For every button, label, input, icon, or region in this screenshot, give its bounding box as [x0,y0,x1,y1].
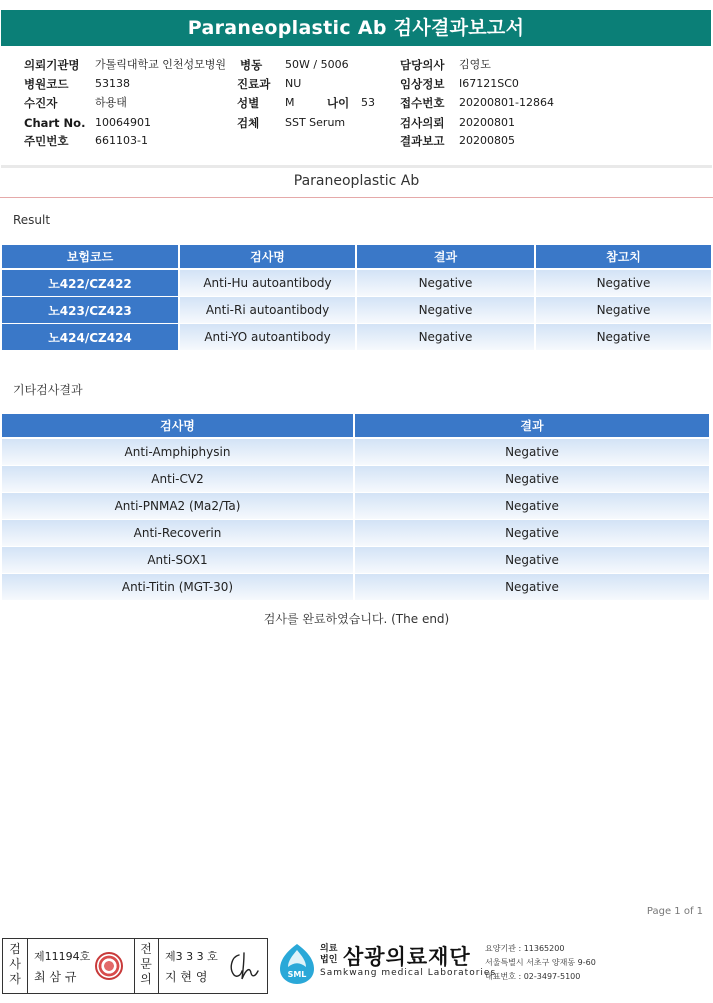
test-name-cell: Anti-YO autoantibody [180,324,357,351]
org-english-name: Samkwang medical Laboratories [320,968,497,978]
hospital-code-label: 병원코드 [24,77,69,91]
heading-underline [0,197,713,198]
age-label: 나이 [327,96,350,110]
report-title: Paraneoplastic Ab 검사결과보고서 [1,10,711,46]
doctor-value: 김영도 [459,58,491,71]
specialist-label: 전문의 [140,942,152,986]
test-name-cell: Anti-PNMA2 (Ma2/Ta) [2,493,355,520]
result-cell: Negative [355,466,711,493]
examiner-label-cell [3,939,28,993]
test-name-cell: Anti-Recoverin [2,520,355,547]
patient-label: 수진자 [24,96,58,110]
sex-value: M [285,96,295,109]
specimen-value: SST Serum [285,116,346,129]
table-row [2,324,713,351]
hospital-code-value: 53138 [95,77,130,90]
table-row [2,466,711,493]
table-row [2,270,713,297]
request-value: 20200801 [459,116,515,129]
test-name-cell: Anti-SOX1 [2,547,355,574]
clinical-value: I67121SC0 [459,77,519,90]
clinical-label: 임상정보 [400,77,445,91]
org-info [485,942,596,984]
report-date-value: 20200805 [459,134,515,147]
test-name-cell: Anti-Ri autoantibody [180,297,357,324]
page-number: Page 1 of 1 [646,906,703,917]
report-heading: Paraneoplastic Ab [293,173,420,189]
result-table [2,245,713,351]
receipt-value: 20200801-12864 [459,96,554,109]
header-result: 결과 [357,245,536,270]
ward-value: 50W / 5006 [285,58,349,71]
test-name-cell: Anti-Amphiphysin [2,439,355,466]
org-institution-code: 요양기관 : 11365200 [485,944,565,953]
institution-value: 가톨릭대학교 인천성모병원 [95,58,227,71]
insurance-code-cell: 노423/CZ423 [2,297,180,324]
signature-box [2,938,268,994]
institution-label: 의뢰기관명 [24,58,80,72]
org-name: 삼광의료재단 [343,945,471,969]
test-name-cell: Anti-CV2 [2,466,355,493]
sex-label: 성별 [237,96,260,110]
header-test-name: 검사명 [180,245,357,270]
seal-stamp-icon [95,952,123,980]
other-test-table [2,414,711,601]
examiner-license: 제11194호 [34,950,91,963]
result-cell: Negative [357,324,536,351]
chart-label: Chart No. [24,116,86,130]
other-table-header-row [2,414,711,439]
reference-cell: Negative [536,324,713,351]
reference-cell: Negative [536,297,713,324]
doctor-label: 담당의사 [400,58,445,72]
dept-label: 진료과 [237,77,271,91]
result-cell: Negative [357,270,536,297]
table-row [2,520,711,547]
age-value: 53 [361,96,375,109]
header-result: 결과 [355,414,711,439]
request-label: 검사의뢰 [400,116,445,130]
table-row [2,493,711,520]
header-test-name: 검사명 [2,414,355,439]
result-cell: Negative [355,547,711,574]
logo-text: SML [287,970,307,979]
other-section-label: 기타검사결과 [13,383,83,397]
header-reference: 참고치 [536,245,713,270]
result-section-label: Result [13,213,51,227]
insurance-code-cell: 노422/CZ422 [2,270,180,297]
signature-icon [225,949,263,983]
result-cell: Negative [357,297,536,324]
rrn-label: 주민번호 [24,134,69,148]
specialist-license: 제3 3 3 호 [165,950,218,963]
reference-cell: Negative [536,270,713,297]
table-row [2,439,711,466]
chart-value: 10064901 [95,116,151,129]
end-note: 검사를 완료하였습니다. (The end) [263,612,450,626]
specialist-label-cell [135,939,159,993]
examiner-name: 최 삼 규 [34,970,77,984]
patient-info [0,56,713,166]
sml-logo-icon [276,942,318,986]
rrn-value: 661103-1 [95,134,148,147]
specimen-label: 검체 [237,116,260,130]
table-row [2,547,711,574]
report-date-label: 결과보고 [400,134,445,148]
result-cell: Negative [355,574,711,601]
insurance-code-cell: 노424/CZ424 [2,324,180,351]
result-cell: Negative [355,520,711,547]
examiner-cell [28,939,135,993]
header-insurance-code: 보험코드 [2,245,180,270]
header-divider [1,165,712,168]
patient-value: 하용태 [95,96,127,109]
result-cell: Negative [355,493,711,520]
result-cell: Negative [355,439,711,466]
specialist-cell [159,939,268,993]
table-row [2,297,713,324]
ward-label: 병동 [240,58,263,72]
test-name-cell: Anti-Hu autoantibody [180,270,357,297]
result-table-header-row [2,245,713,270]
specialist-name: 지 현 영 [165,970,208,984]
org-phone: 대표번호 : 02-3497-5100 [485,972,581,981]
examiner-label: 검사자 [9,942,21,986]
org-type: 의료 법인 [320,944,338,965]
table-row [2,574,711,601]
dept-value: NU [285,77,302,90]
test-name-cell: Anti-Titin (MGT-30) [2,574,355,601]
receipt-label: 접수번호 [400,96,445,110]
org-address: 서울특별시 서초구 양재동 9-60 [485,958,596,967]
